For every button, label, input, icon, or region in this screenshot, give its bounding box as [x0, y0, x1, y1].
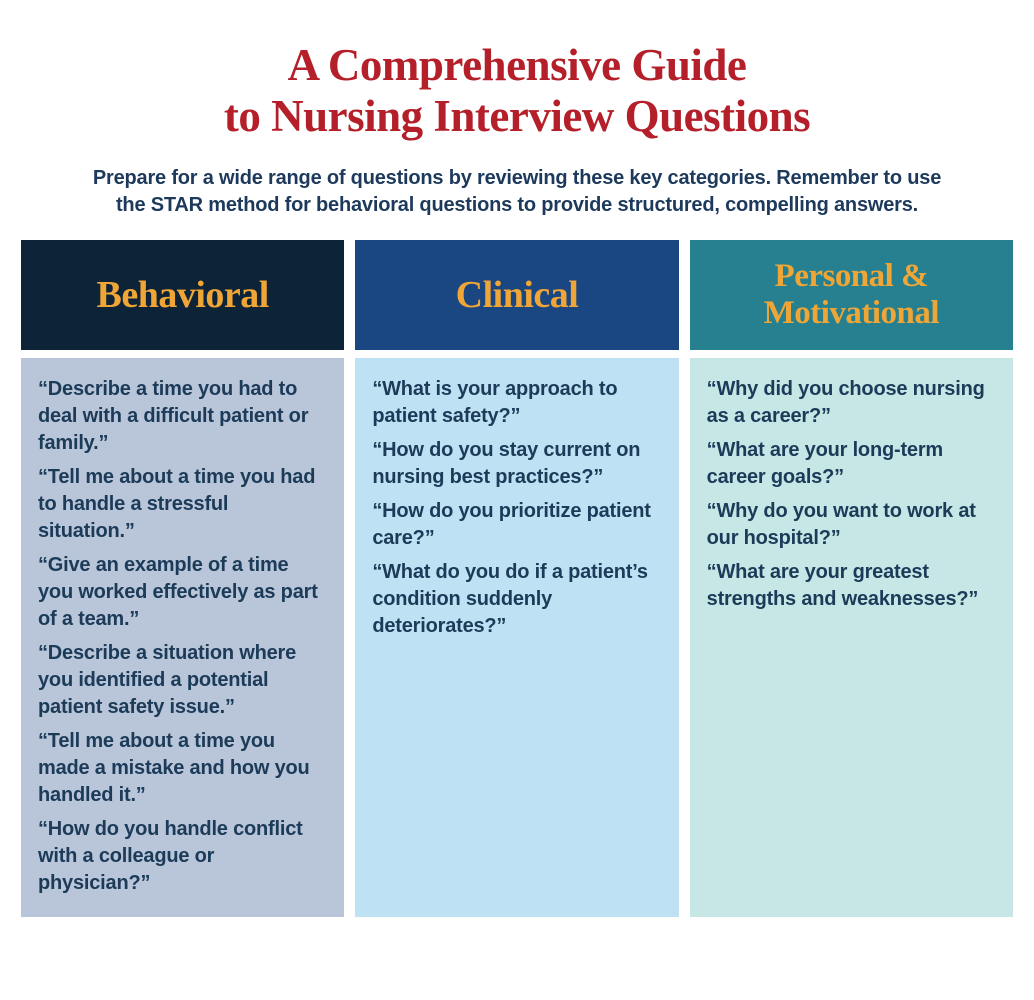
category-title-clinical: Clinical	[455, 273, 579, 316]
question-item: “Why did you choose nursing as a career?”	[706, 377, 985, 427]
question-item: “What is your approach to patient safety?”	[372, 377, 618, 427]
question-item: “Why do you want to work at our hospital?”	[706, 499, 976, 549]
category-body-personal-motivational	[690, 358, 1013, 917]
question-item: “What are your greatest strengths and weaknesses?”	[706, 560, 979, 610]
question-item: “Tell me about a time you made a mistake and how you handled it.”	[38, 729, 310, 806]
category-title-behavioral: Behavioral	[96, 273, 269, 316]
question-item: “Describe a situation where you identified a potential patient safety issue.”	[38, 641, 297, 718]
category-header-behavioral	[21, 240, 344, 350]
intro-text-line2: the STAR method for behavioral questions to provide structured, compelling answers.	[115, 193, 919, 216]
question-item: “Describe a time you had to deal with a difficult patient or family.”	[38, 377, 309, 454]
intro-text	[0, 165, 1034, 219]
page-title	[0, 40, 1034, 143]
category-columns	[21, 240, 1013, 917]
category-column-behavioral	[21, 240, 344, 917]
category-body-clinical	[355, 358, 678, 917]
category-header-personal-motivational	[690, 240, 1013, 350]
category-body-behavioral	[21, 358, 344, 917]
question-item: “Tell me about a time you had to handle a stressful situation.”	[38, 465, 316, 542]
question-item: “How do you prioritize patient care?”	[372, 499, 651, 549]
question-item: “How do you handle conflict with a colleague or physician?”	[38, 817, 303, 894]
question-item: “Give an example of a time you worked effectively as part of a team.”	[38, 553, 318, 630]
category-column-personal-motivational	[690, 240, 1013, 917]
category-header-clinical	[355, 240, 678, 350]
question-item: “What do you do if a patient’s condition suddenly deteriorates?”	[372, 560, 648, 637]
page-title-line2: to Nursing Interview Questions	[223, 91, 811, 142]
category-column-clinical	[355, 240, 678, 917]
intro-text-line1: Prepare for a wide range of questions by reviewing these key categories. Remember to use	[92, 166, 942, 189]
page-title-line1: A Comprehensive Guide	[287, 40, 747, 90]
question-item: “What are your long-term career goals?”	[706, 438, 943, 488]
question-item: “How do you stay current on nursing best practices?”	[372, 438, 641, 488]
category-title-personal-motivational: Personal & Motivational	[763, 258, 940, 331]
